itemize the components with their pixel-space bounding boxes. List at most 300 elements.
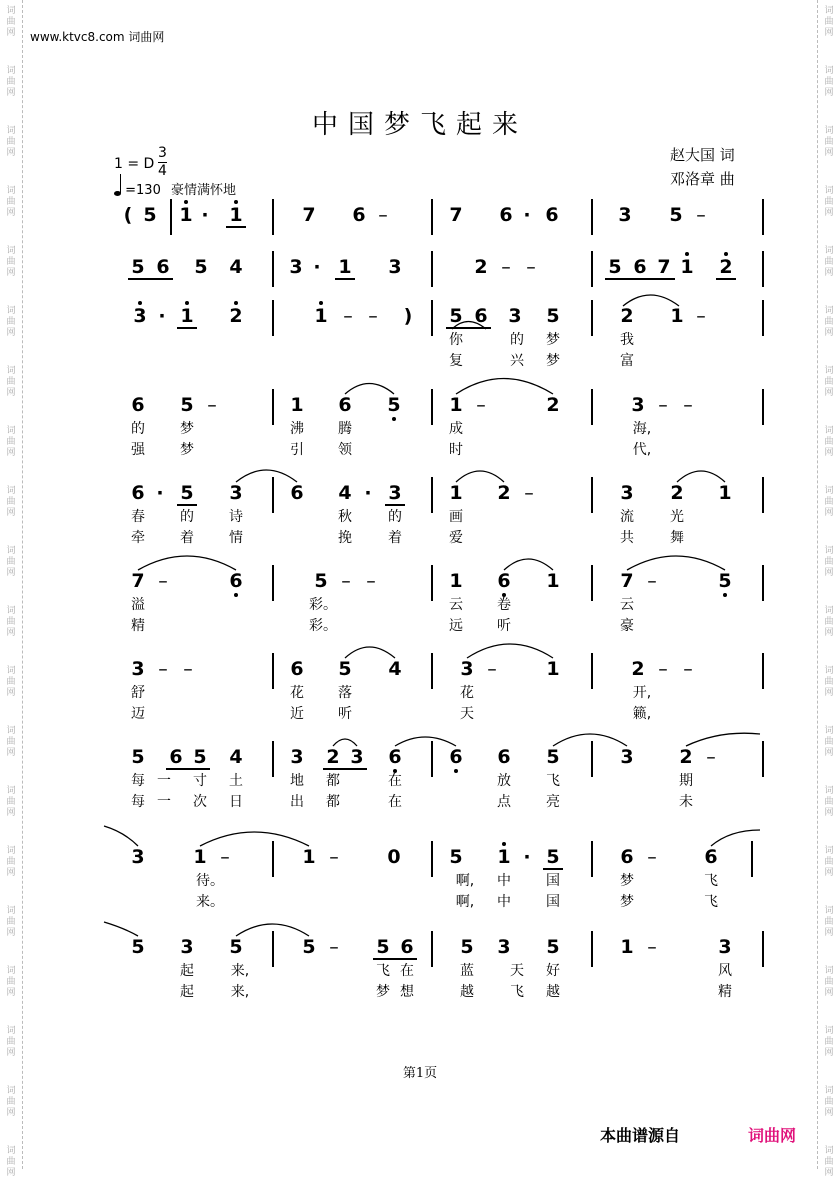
score-note: 7 bbox=[302, 204, 316, 226]
side-watermark: 词 曲 网 bbox=[824, 1146, 834, 1178]
score-note: 2 bbox=[719, 256, 733, 278]
lyric-word: 梦 bbox=[620, 894, 634, 910]
score-note: 3 bbox=[289, 256, 303, 278]
lyric-word: 花 bbox=[460, 685, 474, 701]
side-watermark: 词 曲 网 bbox=[6, 666, 16, 698]
score-note: 5 bbox=[194, 256, 208, 278]
score-note: – bbox=[524, 482, 534, 504]
score-note: 3 bbox=[460, 658, 474, 680]
side-watermark: 词 曲 网 bbox=[824, 966, 834, 998]
score-note: 2 bbox=[474, 256, 488, 278]
lyric-word: 地 bbox=[290, 773, 304, 789]
lyric-word: 迈 bbox=[131, 706, 145, 722]
score-note: 3 bbox=[180, 936, 194, 958]
score-note: 5 bbox=[387, 394, 401, 416]
lyric-word: 次 bbox=[193, 794, 207, 810]
score-note: 5 bbox=[143, 204, 157, 226]
score-note: 1 bbox=[497, 846, 511, 868]
lyric-word: 我 bbox=[620, 332, 634, 348]
score-note: 1 bbox=[449, 394, 463, 416]
lyric-word: 飞 bbox=[704, 894, 718, 910]
lyric-word: 舞 bbox=[670, 530, 684, 546]
lyric-word: 近 bbox=[290, 706, 304, 722]
score-note: 3 bbox=[618, 204, 632, 226]
slur bbox=[623, 295, 679, 306]
lyric-word: 来, bbox=[230, 963, 250, 979]
side-watermark: 词 曲 网 bbox=[824, 1086, 834, 1118]
score-note: 2 bbox=[620, 305, 634, 327]
slur bbox=[504, 559, 553, 570]
lyric-word: 来。 bbox=[196, 894, 224, 910]
score-note: 3 bbox=[131, 658, 145, 680]
expression-mark: 豪情满怀地 bbox=[171, 183, 237, 198]
lyric-word: 风 bbox=[718, 963, 732, 979]
score-note: 5 bbox=[193, 746, 207, 768]
lyric-word: 落 bbox=[338, 685, 352, 701]
side-watermark: 词 曲 网 bbox=[824, 786, 834, 818]
side-watermark: 词 曲 网 bbox=[6, 726, 16, 758]
score-note: 7 bbox=[657, 256, 671, 278]
lyric-word: 着 bbox=[180, 530, 194, 546]
lyric-word: 听 bbox=[338, 706, 352, 722]
site-watermark[interactable]: www.ktvc8.com 词曲网 bbox=[30, 30, 165, 44]
side-watermark: 词 曲 网 bbox=[824, 126, 834, 158]
score-note: – bbox=[368, 305, 378, 327]
lyric-word: 精 bbox=[718, 984, 732, 1000]
lyric-word: 沸 bbox=[290, 421, 304, 437]
score-note: 5 bbox=[180, 482, 194, 504]
score-note: 2 bbox=[631, 658, 645, 680]
lyric-word: 领 bbox=[338, 442, 352, 458]
side-watermark: 词 曲 网 bbox=[824, 606, 834, 638]
score-note: 5 bbox=[131, 256, 145, 278]
lyric-word: 舒 bbox=[131, 685, 145, 701]
score-note: – bbox=[366, 570, 376, 592]
score-note: 1 bbox=[670, 305, 684, 327]
score-note: – bbox=[683, 394, 693, 416]
score-note: 1 bbox=[338, 256, 352, 278]
slur bbox=[236, 924, 309, 936]
score-note: 0 bbox=[387, 846, 401, 868]
lyric-word: 成 bbox=[449, 421, 463, 437]
lyric-word: 待。 bbox=[196, 873, 224, 889]
lyricist-credit: 赵大国 词 bbox=[670, 146, 735, 164]
lyric-word: 开, bbox=[632, 685, 652, 701]
lyric-word: 兴 bbox=[510, 353, 524, 369]
side-watermark: 词 曲 网 bbox=[6, 6, 16, 38]
score-note: – bbox=[696, 204, 706, 226]
song-title: 中国梦飞起来 bbox=[311, 110, 528, 140]
score-note: 3 bbox=[229, 482, 243, 504]
score-note: 5 bbox=[180, 394, 194, 416]
lyric-word: 情 bbox=[229, 530, 243, 546]
lyric-word: 国 bbox=[546, 894, 560, 910]
lyric-word: 的 bbox=[510, 332, 524, 348]
lyric-word: 云 bbox=[449, 597, 463, 613]
slur bbox=[138, 556, 236, 570]
lyric-word: 飞 bbox=[510, 984, 524, 1000]
lyric-word: 土 bbox=[229, 773, 243, 789]
score-note: 7 bbox=[131, 570, 145, 592]
score-note: – bbox=[696, 305, 706, 327]
score-note: – bbox=[341, 570, 351, 592]
slur bbox=[104, 922, 138, 936]
source-brand-link[interactable]: 词曲网 bbox=[748, 1126, 797, 1145]
lyric-word: 爱 bbox=[449, 530, 463, 546]
score-note: – bbox=[378, 204, 388, 226]
lyric-word: 春 bbox=[131, 509, 145, 525]
score-note: 6 bbox=[131, 394, 145, 416]
side-watermark: 词 曲 网 bbox=[824, 66, 834, 98]
lyric-word: 共 bbox=[620, 530, 634, 546]
lyric-word: 飞 bbox=[376, 963, 390, 979]
score-note: – bbox=[647, 570, 657, 592]
score-note: 2 bbox=[670, 482, 684, 504]
score-note: 3 bbox=[290, 746, 304, 768]
slur bbox=[104, 826, 138, 846]
score-note: 5 bbox=[229, 936, 243, 958]
lyric-word: 放 bbox=[497, 773, 511, 789]
time-signature-top: 3 bbox=[158, 145, 167, 161]
lyric-word: 秋 bbox=[338, 509, 352, 525]
score-note: 4 bbox=[388, 658, 402, 680]
lyric-word: 花 bbox=[290, 685, 304, 701]
score-note: 2 bbox=[546, 394, 560, 416]
lyric-word: 的 bbox=[131, 421, 145, 437]
lyric-word: 都 bbox=[326, 773, 340, 789]
lyric-word: 梦 bbox=[546, 332, 560, 348]
slur bbox=[711, 830, 760, 846]
score-note: 6 bbox=[229, 570, 243, 592]
side-watermark: 词 曲 网 bbox=[824, 666, 834, 698]
lyric-word: 蓝 bbox=[460, 963, 474, 979]
slur bbox=[456, 471, 504, 482]
score-note: 6 bbox=[131, 482, 145, 504]
score-note: 5 bbox=[546, 305, 560, 327]
lyric-word: 远 bbox=[449, 618, 463, 634]
page-number: 第1页 bbox=[402, 1066, 438, 1081]
score-note: – bbox=[183, 658, 193, 680]
lyric-word: 飞 bbox=[546, 773, 560, 789]
lyric-word: 来, bbox=[230, 984, 250, 1000]
slur bbox=[456, 379, 553, 395]
score-note: 5 bbox=[449, 305, 463, 327]
score-note: 6 bbox=[290, 658, 304, 680]
lyric-word: 天 bbox=[510, 963, 524, 979]
score-note: 6 bbox=[620, 846, 634, 868]
lyric-word: 梦 bbox=[376, 984, 390, 1000]
score-note: 5 bbox=[131, 936, 145, 958]
side-watermark: 词 曲 网 bbox=[6, 546, 16, 578]
lyric-word: 流 bbox=[620, 509, 634, 525]
lyric-word: 富 bbox=[620, 353, 634, 369]
score-note: – bbox=[501, 256, 511, 278]
score-note: 1 bbox=[180, 305, 194, 327]
lyric-word: 每 bbox=[131, 773, 145, 789]
side-watermark: 词 曲 网 bbox=[824, 846, 834, 878]
lyric-word: 牵 bbox=[131, 530, 145, 546]
lyric-word: 想 bbox=[400, 984, 414, 1000]
lyric-word: 在 bbox=[400, 963, 414, 979]
lyric-word: 日 bbox=[229, 794, 243, 810]
lyric-word: 梦 bbox=[180, 442, 194, 458]
score-note: · bbox=[523, 204, 531, 226]
score-note: 1 bbox=[449, 482, 463, 504]
lyric-word: 越 bbox=[546, 984, 560, 1000]
lyric-word: 腾 bbox=[338, 421, 352, 437]
slur bbox=[333, 739, 357, 746]
lyric-word: 一 bbox=[157, 794, 171, 810]
score-note: 6 bbox=[449, 746, 463, 768]
lyric-word: 代, bbox=[632, 442, 652, 458]
side-watermark: 词 曲 网 bbox=[824, 186, 834, 218]
lyric-word: 起 bbox=[180, 984, 194, 1000]
score-note: – bbox=[683, 658, 693, 680]
side-watermark: 词 曲 网 bbox=[6, 606, 16, 638]
lyric-word: 梦 bbox=[620, 873, 634, 889]
score-note: 5 bbox=[338, 658, 352, 680]
side-watermark: 词 曲 网 bbox=[6, 366, 16, 398]
score-note: 3 bbox=[508, 305, 522, 327]
slur bbox=[553, 734, 627, 746]
score-note: 6 bbox=[156, 256, 170, 278]
time-signature-bottom: 4 bbox=[158, 163, 167, 179]
score-note: 2 bbox=[679, 746, 693, 768]
score-note: – bbox=[658, 658, 668, 680]
score-note: 3 bbox=[350, 746, 364, 768]
lyric-word: 你 bbox=[449, 332, 463, 348]
score-note: 1 bbox=[680, 256, 694, 278]
score-note: 6 bbox=[499, 204, 513, 226]
side-watermark: 词 曲 网 bbox=[6, 966, 16, 998]
lyric-word: 寸 bbox=[193, 773, 207, 789]
score-note: 7 bbox=[620, 570, 634, 592]
lyric-word: 天 bbox=[460, 706, 474, 722]
score-note: 2 bbox=[229, 305, 243, 327]
score-note: 5 bbox=[669, 204, 683, 226]
score-note: 5 bbox=[608, 256, 622, 278]
lyric-word: 在 bbox=[388, 794, 402, 810]
score-note: 4 bbox=[229, 256, 243, 278]
lyric-word: 在 bbox=[388, 773, 402, 789]
slur bbox=[677, 471, 725, 482]
lyric-word: 挽 bbox=[338, 530, 352, 546]
side-watermark: 词 曲 网 bbox=[6, 426, 16, 458]
side-watermark: 词 曲 网 bbox=[6, 1086, 16, 1118]
lyric-word: 好 bbox=[546, 963, 560, 979]
score-note: 1 bbox=[290, 394, 304, 416]
score-note: 6 bbox=[352, 204, 366, 226]
side-watermark: 词 曲 网 bbox=[6, 906, 16, 938]
lyric-word: 啊, bbox=[455, 873, 475, 889]
lyric-word: 画 bbox=[449, 509, 463, 525]
score-note: 5 bbox=[302, 936, 316, 958]
lyric-word: 豪 bbox=[620, 618, 634, 634]
score-note: 1 bbox=[546, 570, 560, 592]
score-note: 2 bbox=[326, 746, 340, 768]
tempo-value: =130 bbox=[125, 183, 161, 198]
lyric-word: 飞 bbox=[704, 873, 718, 889]
lyric-word: 海, bbox=[632, 421, 652, 437]
source-label: 本曲谱源自 bbox=[600, 1126, 681, 1145]
score-note: 1 bbox=[229, 204, 243, 226]
score-note: 6 bbox=[169, 746, 183, 768]
lyric-word: 引 bbox=[290, 442, 304, 458]
lyric-word: 梦 bbox=[546, 353, 560, 369]
score-note: 1 bbox=[718, 482, 732, 504]
lyric-word: 着 bbox=[388, 530, 402, 546]
score-note: 6 bbox=[388, 746, 402, 768]
score-note: 5 bbox=[376, 936, 390, 958]
score-note: 6 bbox=[400, 936, 414, 958]
score-note: 5 bbox=[449, 846, 463, 868]
slur bbox=[686, 733, 760, 746]
score-note: 1 bbox=[449, 570, 463, 592]
score-note: 6 bbox=[338, 394, 352, 416]
score-note: – bbox=[487, 658, 497, 680]
score-note: – bbox=[158, 658, 168, 680]
score-note: 2 bbox=[497, 482, 511, 504]
lyric-word: 梦 bbox=[180, 421, 194, 437]
score-note: 5 bbox=[546, 846, 560, 868]
side-watermark: 词 曲 网 bbox=[824, 546, 834, 578]
lyric-word: 听 bbox=[497, 618, 511, 634]
slur bbox=[236, 470, 297, 482]
score-note: 6 bbox=[704, 846, 718, 868]
side-watermark: 词 曲 网 bbox=[824, 486, 834, 518]
lyric-word: 复 bbox=[449, 353, 463, 369]
lyric-word: 光 bbox=[670, 509, 684, 525]
score-note: – bbox=[343, 305, 353, 327]
lyric-word: 起 bbox=[180, 963, 194, 979]
side-watermark: 词 曲 网 bbox=[824, 366, 834, 398]
score-note: – bbox=[158, 570, 168, 592]
lyric-word: 越 bbox=[460, 984, 474, 1000]
score-note: 5 bbox=[314, 570, 328, 592]
lyric-word: 中 bbox=[497, 894, 511, 910]
score-note: – bbox=[647, 846, 657, 868]
side-watermark: 词 曲 网 bbox=[6, 846, 16, 878]
lyric-word: 卷 bbox=[497, 597, 511, 613]
score-note: – bbox=[220, 846, 230, 868]
score-note: 6 bbox=[497, 570, 511, 592]
lyric-word: 的 bbox=[180, 509, 194, 525]
lyric-word: 溢 bbox=[131, 597, 145, 613]
score-note: 6 bbox=[497, 746, 511, 768]
lyric-word: 未 bbox=[679, 794, 693, 810]
lyric-word: 啊, bbox=[455, 894, 475, 910]
slur bbox=[345, 384, 394, 395]
score-note: ( bbox=[123, 204, 133, 226]
side-watermark: 词 曲 网 bbox=[6, 1146, 16, 1178]
side-watermark: 词 曲 网 bbox=[6, 246, 16, 278]
side-watermark: 词 曲 网 bbox=[6, 126, 16, 158]
slur bbox=[467, 644, 553, 658]
score-note: 1 bbox=[546, 658, 560, 680]
score-note: 3 bbox=[388, 482, 402, 504]
key-signature: 1 = D bbox=[114, 156, 155, 172]
score-note: 3 bbox=[631, 394, 645, 416]
lyric-word: 精 bbox=[131, 618, 145, 634]
composer-credit: 邓洛章 曲 bbox=[670, 170, 735, 188]
score-note: 4 bbox=[229, 746, 243, 768]
score-note: – bbox=[658, 394, 668, 416]
side-watermark: 词 曲 网 bbox=[6, 186, 16, 218]
score-note: · bbox=[158, 305, 166, 327]
score-note: 3 bbox=[388, 256, 402, 278]
score-note: 6 bbox=[545, 204, 559, 226]
score-note: 5 bbox=[460, 936, 474, 958]
score-note: 1 bbox=[302, 846, 316, 868]
score-note: 3 bbox=[133, 305, 147, 327]
slur bbox=[345, 647, 395, 658]
side-watermark: 词 曲 网 bbox=[824, 1026, 834, 1058]
slur bbox=[452, 322, 486, 330]
score-note: 1 bbox=[179, 204, 193, 226]
score-note: · bbox=[313, 256, 321, 278]
score-note: – bbox=[207, 394, 217, 416]
lyric-word: 中 bbox=[497, 873, 511, 889]
slur bbox=[200, 832, 309, 846]
score-note: · bbox=[156, 482, 164, 504]
lyric-word: 每 bbox=[131, 794, 145, 810]
lyric-word: 的 bbox=[388, 509, 402, 525]
score-note: – bbox=[706, 746, 716, 768]
side-watermark: 词 曲 网 bbox=[824, 6, 834, 38]
lyric-word: 彩。 bbox=[309, 618, 337, 634]
score-note: 7 bbox=[449, 204, 463, 226]
side-watermark: 词 曲 网 bbox=[6, 66, 16, 98]
score-note: 3 bbox=[620, 746, 634, 768]
slur bbox=[395, 737, 456, 746]
score-note: 6 bbox=[290, 482, 304, 504]
score-note: 1 bbox=[193, 846, 207, 868]
lyric-word: 云 bbox=[620, 597, 634, 613]
lyric-word: 时 bbox=[449, 442, 463, 458]
side-watermark: 词 曲 网 bbox=[6, 486, 16, 518]
score-note: 3 bbox=[131, 846, 145, 868]
score-note: ) bbox=[403, 305, 413, 327]
score-note: 5 bbox=[131, 746, 145, 768]
score-note: 5 bbox=[546, 746, 560, 768]
side-watermark: 词 曲 网 bbox=[824, 306, 834, 338]
side-watermark: 词 曲 网 bbox=[824, 426, 834, 458]
score-note: 6 bbox=[633, 256, 647, 278]
lyric-word: 点 bbox=[497, 794, 511, 810]
side-watermark: 词 曲 网 bbox=[824, 246, 834, 278]
lyric-word: 国 bbox=[546, 873, 560, 889]
score-note: 3 bbox=[497, 936, 511, 958]
side-watermark: 词 曲 网 bbox=[6, 306, 16, 338]
score-note: 5 bbox=[718, 570, 732, 592]
score-note: 1 bbox=[314, 305, 328, 327]
lyric-word: 籁, bbox=[632, 706, 652, 722]
lyric-word: 都 bbox=[326, 794, 340, 810]
slur bbox=[627, 556, 725, 570]
score-note: – bbox=[329, 846, 339, 868]
lyric-word: 彩。 bbox=[309, 597, 337, 613]
score-note: – bbox=[329, 936, 339, 958]
score-note: 1 bbox=[620, 936, 634, 958]
score-note: · bbox=[364, 482, 372, 504]
side-watermark: 词 曲 网 bbox=[6, 1026, 16, 1058]
score-note: 4 bbox=[338, 482, 352, 504]
score-note: · bbox=[201, 204, 209, 226]
score-note: 3 bbox=[718, 936, 732, 958]
score-note: 5 bbox=[546, 936, 560, 958]
lyric-word: 亮 bbox=[546, 794, 560, 810]
lyric-word: 期 bbox=[679, 773, 693, 789]
